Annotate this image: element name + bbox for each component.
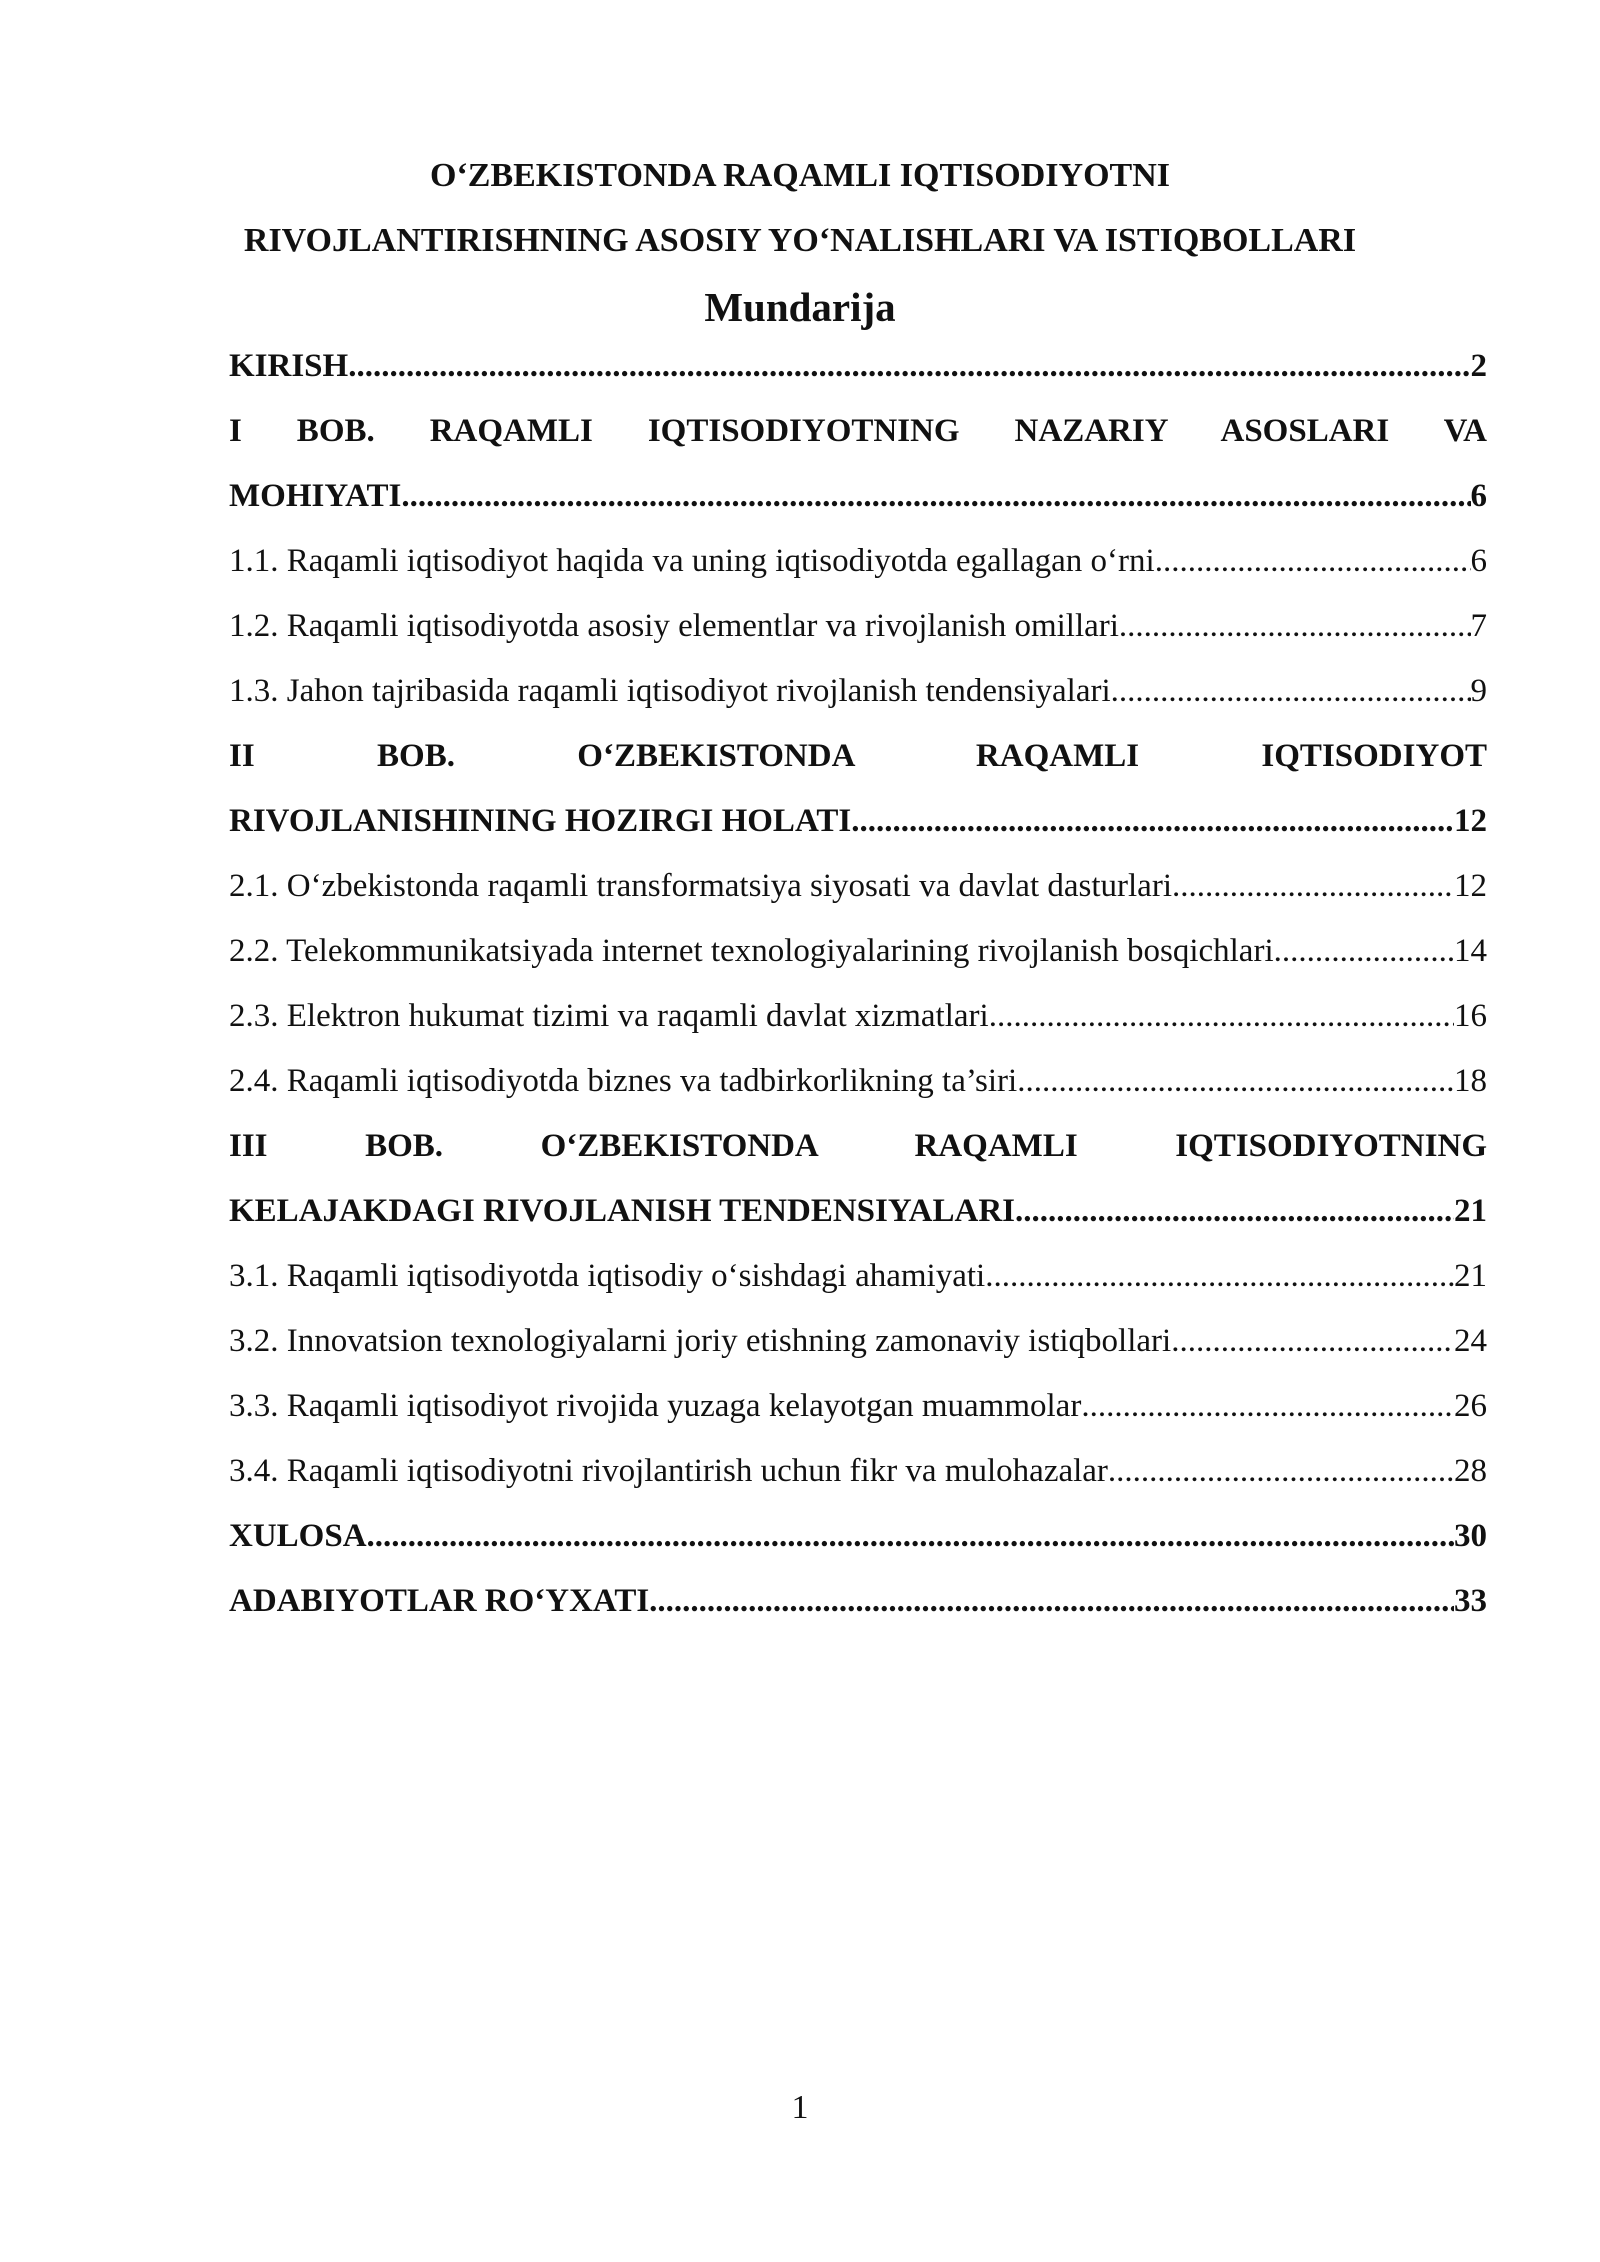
toc-entry-page: 12 [1454,868,1487,904]
toc-entry-page: 16 [1454,998,1487,1034]
toc-entry-page: 7 [1470,608,1487,644]
table-of-contents [229,334,1487,1634]
toc-entry-page: 6 [1470,478,1487,514]
toc-entry-page: 14 [1454,933,1487,969]
toc-entry-page: 24 [1454,1323,1487,1359]
dot-leader [985,1244,1454,1309]
page-number: 1 [791,2089,809,2126]
toc-entry-title-continued: KELAJAKDAGI RIVOJLANISH TENDENSIYALARI [229,1193,1016,1229]
toc-entry-section-2-4[interactable] [229,1049,1487,1114]
document-title-line-1: O‘ZBEKISTONDA RAQAMLI IQTISODIYOTNI [430,157,1170,194]
toc-entry-page: 18 [1454,1063,1487,1099]
toc-entry-section-1-3[interactable] [229,659,1487,724]
toc-entry-title: I BOB. RAQAMLI IQTISODIYOTNING NAZARIY ASOSLARI VA [229,413,1487,449]
toc-entry-chapter-3-continued[interactable] [229,1179,1487,1244]
toc-entry-title-continued: MOHIYATI [229,478,402,514]
dot-leader [1081,1374,1454,1439]
toc-entry-section-1-2[interactable] [229,594,1487,659]
toc-entry-title: 1.2. Raqamli iqtisodiyotda asosiy elementlar va rivojlanish omillari [229,608,1119,644]
dot-leader [649,1569,1454,1634]
toc-entry-section-3-2[interactable] [229,1309,1487,1374]
toc-entry-page: 9 [1470,673,1487,709]
toc-entry-title: KIRISH [229,348,349,384]
toc-entry-page: 6 [1470,543,1487,579]
toc-entry-title: 2.2. Telekommunikatsiyada internet texnologiyalarining rivojlanish bosqichlari. [229,933,1282,969]
toc-entry-section-2-1[interactable] [229,854,1487,919]
toc-entry-title: III BOB. O‘ZBEKISTONDA RAQAMLI IQTISODIYOTNING [229,1128,1487,1164]
dot-leader [348,334,1470,399]
dot-leader [1171,1309,1454,1374]
toc-entry-title: II BOB. O‘ZBEKISTONDA RAQAMLI IQTISODIYOT [229,738,1487,774]
toc-entry-chapter-3[interactable] [229,1114,1487,1179]
contents-heading: Mundarija [704,284,896,330]
toc-entry-title: 2.3. Elektron hukumat tizimi va raqamli davlat xizmatlari [229,998,989,1034]
toc-entry-section-3-1[interactable] [229,1244,1487,1309]
toc-entry-page: 30 [1454,1518,1487,1554]
toc-entry-section-3-4[interactable] [229,1439,1487,1504]
toc-entry-page: 26 [1454,1388,1487,1424]
toc-entry-title: 1.3. Jahon tajribasida raqamli iqtisodiyot rivojlanish tendensiyalari [229,673,1111,709]
dot-leader [989,984,1454,1049]
toc-entry-chapter-2[interactable] [229,724,1487,789]
toc-entry-references[interactable] [229,1569,1487,1634]
toc-entry-section-1-1[interactable] [229,529,1487,594]
toc-entry-section-2-2[interactable] [229,919,1487,984]
toc-entry-page: 12 [1454,803,1487,839]
toc-entry-chapter-1-continued[interactable] [229,464,1487,529]
toc-entry-introduction[interactable] [229,334,1487,399]
toc-entry-title: 3.3. Raqamli iqtisodiyot rivojida yuzaga kelayotgan muammolar [229,1388,1082,1424]
dot-leader [1108,1439,1454,1504]
toc-entry-title: XULOSA [229,1518,367,1554]
toc-entry-title: 3.1. Raqamli iqtisodiyotda iqtisodiy o‘sishdagi ahamiyati [229,1258,986,1294]
toc-entry-chapter-2-continued[interactable] [229,789,1487,854]
toc-entry-page: 2 [1470,348,1487,384]
dot-leader [367,1504,1454,1569]
toc-entry-title: 1.1. Raqamli iqtisodiyot haqida va uning iqtisodiyotda egallagan o‘rni [229,543,1155,579]
dot-leader [1017,1049,1454,1114]
toc-entry-chapter-1[interactable] [229,399,1487,464]
dot-leader [1111,659,1471,724]
toc-entry-page: 33 [1454,1583,1487,1619]
dot-leader [851,789,1454,854]
toc-entry-page: 21 [1454,1258,1487,1294]
toc-entry-section-2-3[interactable] [229,984,1487,1049]
document-title-line-2: RIVOJLANTIRISHNING ASOSIY YO‘NALISHLARI VA ISTIQBOLLARI [243,222,1357,259]
toc-entry-title: 3.2. Innovatsion texnologiyalarni joriy etishning zamonaviy istiqbollari [229,1323,1172,1359]
toc-entry-conclusion[interactable] [229,1504,1487,1569]
toc-entry-title: ADABIYOTLAR RO‘YXATI [229,1583,650,1619]
dot-leader [1155,529,1471,594]
dot-leader [1172,854,1454,919]
toc-entry-title-continued: RIVOJLANISHINING HOZIRGI HOLATI [229,803,852,839]
toc-entry-title: 3.4. Raqamli iqtisodiyotni rivojlantirish uchun fikr va mulohazalar [229,1453,1108,1489]
toc-entry-title: 2.4. Raqamli iqtisodiyotda biznes va tadbirkorlikning ta’siri [229,1063,1018,1099]
dot-leader [401,464,1470,529]
toc-entry-section-3-3[interactable] [229,1374,1487,1439]
toc-entry-page: 28 [1454,1453,1487,1489]
toc-entry-page: 21 [1454,1193,1487,1229]
dot-leader [1282,919,1454,984]
toc-entry-title: 2.1. O‘zbekistonda raqamli transformatsiya siyosati va davlat dasturlari [229,868,1172,904]
dot-leader [1119,594,1471,659]
dot-leader [1015,1179,1454,1244]
